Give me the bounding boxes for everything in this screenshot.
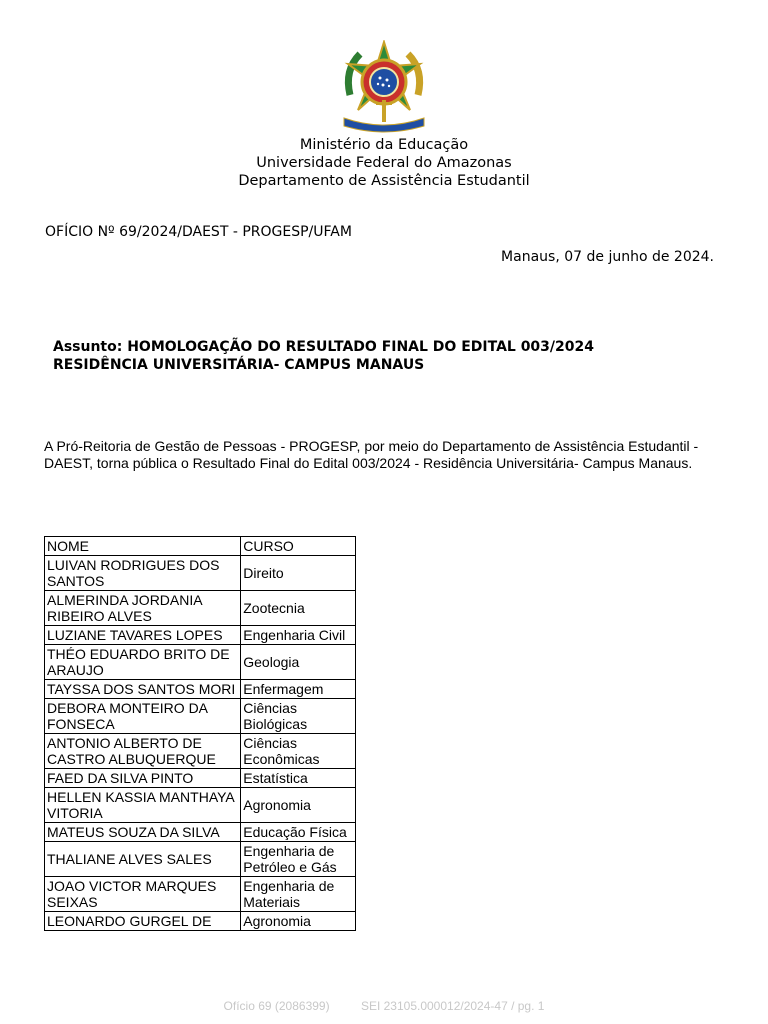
table-row [45, 645, 356, 680]
student-name: THÉO EDUARDO BRITO DE ARAUJO [45, 645, 241, 680]
table-header-row [45, 537, 356, 556]
results-table-container [44, 536, 358, 985]
table-body [45, 556, 356, 931]
document-date: Manaus, 07 de junho de 2024. [501, 249, 714, 265]
table-row [45, 912, 356, 931]
student-name: LUZIANE TAVARES LOPES [45, 626, 241, 645]
table-row [45, 556, 356, 591]
subject [53, 338, 713, 374]
student-name: FAED DA SILVA PINTO [45, 769, 241, 788]
student-name: JOAO VICTOR MARQUES SEIXAS [45, 877, 241, 912]
university-name: Universidade Federal do Amazonas [256, 155, 512, 171]
student-course: Agronomia [241, 788, 356, 823]
student-name: MATEUS SOUZA DA SILVA [45, 823, 241, 842]
student-course: Enfermagem [241, 680, 356, 699]
student-course: Ciências Biológicas [241, 699, 356, 734]
student-name: TAYSSA DOS SANTOS MORI [45, 680, 241, 699]
table-row [45, 842, 356, 877]
subject-line-1: Assunto: HOMOLOGAÇÃO DO RESULTADO FINAL DO EDITAL 003/2024 [53, 339, 594, 355]
ministry-name: Ministério da Educação [299, 137, 469, 153]
document-number: OFÍCIO Nº 69/2024/DAEST - PROGESP/UFAM [45, 224, 352, 240]
student-name: DEBORA MONTEIRO DA FONSECA [45, 699, 241, 734]
student-course: Direito [241, 556, 356, 591]
student-name: HELLEN KASSIA MANTHAYA VITORIA [45, 788, 241, 823]
table-row [45, 823, 356, 842]
student-course: Engenharia de Petróleo e Gás [241, 842, 356, 877]
column-header-name: NOME [45, 537, 241, 556]
table-row [45, 680, 356, 699]
student-name: ALMERINDA JORDANIA RIBEIRO ALVES [45, 591, 241, 626]
table-row [45, 591, 356, 626]
student-course: Geologia [241, 645, 356, 680]
table-row [45, 734, 356, 769]
table-row [45, 769, 356, 788]
student-course: Estatística [241, 769, 356, 788]
student-course: Engenharia Civil [241, 626, 356, 645]
table-row [45, 788, 356, 823]
student-course: Zootecnia [241, 591, 356, 626]
table-row [45, 877, 356, 912]
student-course: Educação Física [241, 823, 356, 842]
table-row [45, 699, 356, 734]
footer-document-id: Ofício 69 (2086399) [223, 999, 330, 1013]
student-course: Engenharia de Materiais [241, 877, 356, 912]
brazil-coat-of-arms-icon [330, 40, 438, 136]
table-row [45, 626, 356, 645]
student-course: Agronomia [241, 912, 356, 931]
footer-sei-reference: SEI 23105.000012/2024-47 / pg. 1 [360, 999, 545, 1013]
results-table [44, 536, 356, 931]
student-name: LUIVAN RODRIGUES DOS SANTOS [45, 556, 241, 591]
department-name: Departamento de Assistência Estudantil [238, 173, 530, 189]
student-name: LEONARDO GURGEL DE [45, 912, 241, 931]
subject-line-2: RESIDÊNCIA UNIVERSITÁRIA- CAMPUS MANAUS [53, 357, 425, 373]
page-footer [0, 999, 768, 1013]
column-header-course: CURSO [241, 537, 356, 556]
letterhead [0, 136, 768, 190]
body-paragraph: A Pró-Reitoria de Gestão de Pessoas - PROGESP, por meio do Departamento de Assistência Estudantil - DAEST, torna pública o Resultado Final do Edital 003/2024 - Residência Universitária- Campus Manaus. [44, 438, 699, 471]
student-course: Ciências Econômicas [241, 734, 356, 769]
student-name: ANTONIO ALBERTO DE CASTRO ALBUQUERQUE [45, 734, 241, 769]
student-name: THALIANE ALVES SALES [45, 842, 241, 877]
